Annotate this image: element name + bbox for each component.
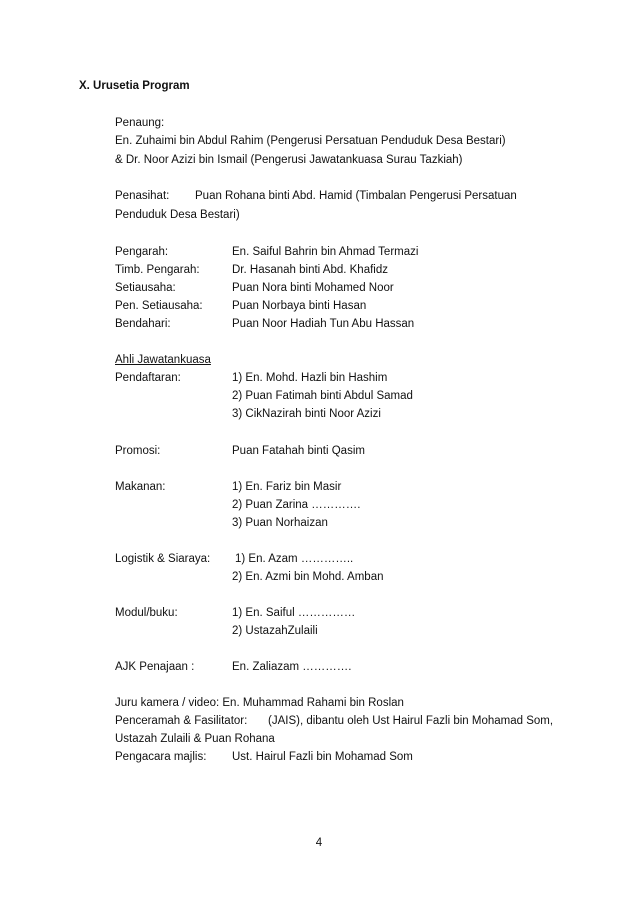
pendaftaran-member: 3) CikNazirah binti Noor Azizi	[232, 408, 381, 420]
penasihat-value-line-2: Penduduk Desa Bestari)	[115, 209, 240, 221]
penceramah-label: Penceramah & Fasilitator:	[115, 715, 248, 727]
makanan-label: Makanan:	[115, 481, 166, 493]
logistik-member: 1) En. Azam …………..	[235, 553, 354, 565]
officer-name: Puan Noor Hadiah Tun Abu Hassan	[232, 318, 415, 330]
pendaftaran-member: 1) En. Mohd. Hazli bin Hashim	[232, 372, 388, 384]
officer-role: Pengarah:	[115, 246, 169, 258]
modul-member: 1) En. Saiful ……………	[232, 607, 356, 619]
pengacara-value: Ust. Hairul Fazli bin Mohamad Som	[232, 751, 413, 763]
penaung-line-2: & Dr. Noor Azizi bin Ismail (Pengerusi Jawatankuasa Surau Tazkiah)	[115, 154, 463, 166]
modul-member: 2) UstazahZulaili	[232, 625, 318, 637]
officer-role: Pen. Setiausaha:	[115, 300, 203, 312]
section-heading: X. Urusetia Program	[79, 80, 190, 92]
penceramah-value: (JAIS), dibantu oleh Ust Hairul Fazli bin Mohamad Som,	[268, 715, 554, 727]
modul-label: Modul/buku:	[115, 607, 178, 619]
officer-role: Setiausaha:	[115, 282, 176, 294]
page-number: 4	[315, 837, 323, 849]
penasihat-value-line-1: Puan Rohana binti Abd. Hamid (Timbalan Pengerusi Persatuan	[195, 190, 517, 202]
logistik-member: 2) En. Azmi bin Mohd. Amban	[232, 571, 384, 583]
penaung-line-1: En. Zuhaimi bin Abdul Rahim (Pengerusi Persatuan Penduduk Desa Bestari)	[115, 135, 506, 147]
pengacara-label: Pengacara majlis:	[115, 751, 207, 763]
makanan-member: 3) Puan Norhaizan	[232, 517, 328, 529]
officer-role: Timb. Pengarah:	[115, 264, 200, 276]
penasihat-label: Penasihat:	[115, 190, 170, 202]
logistik-label: Logistik & Siaraya:	[115, 553, 211, 565]
pendaftaran-label: Pendaftaran:	[115, 372, 181, 384]
officer-name: Dr. Hasanah binti Abd. Khafidz	[232, 264, 388, 276]
penaung-label: Penaung:	[115, 117, 165, 129]
juru-kamera-line: Juru kamera / video: En. Muhammad Rahami bin Roslan	[115, 697, 404, 709]
officer-name: Puan Nora binti Mohamed Noor	[232, 282, 394, 294]
penceramah-line-2: Ustazah Zulaili & Puan Rohana	[115, 733, 275, 745]
officer-name: En. Saiful Bahrin bin Ahmad Termazi	[232, 246, 419, 258]
ajk-heading: Ahli Jawatankuasa	[115, 354, 211, 366]
promosi-member: Puan Fatahah binti Qasim	[232, 445, 365, 457]
penajaan-member: En. Zaliazam ………….	[232, 661, 352, 673]
officer-name: Puan Norbaya binti Hasan	[232, 300, 367, 312]
makanan-member: 1) En. Fariz bin Masir	[232, 481, 342, 493]
makanan-member: 2) Puan Zarina ………….	[232, 499, 361, 511]
promosi-label: Promosi:	[115, 445, 161, 457]
pendaftaran-member: 2) Puan Fatimah binti Abdul Samad	[232, 390, 413, 402]
officer-role: Bendahari:	[115, 318, 171, 330]
penajaan-label: AJK Penajaan :	[115, 661, 195, 673]
